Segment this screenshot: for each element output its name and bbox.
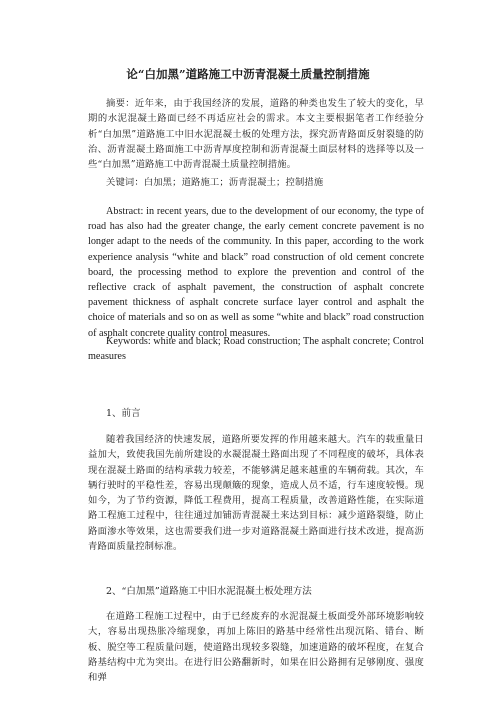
- section-1-heading: 1、前言: [106, 408, 141, 419]
- section-2-body: 在道路工程施工过程中，由于已经废弃的水泥混凝土板面受外部环境影响较大，容易出现热胀冷缩现象，再加上陈旧的路基中经常性出现沉陷、错台、断板、脱空等工程质量问题，使道路出现较多裂缝，加速道路的破坏程度，在复合路基结构中尤为突出。在进行旧公路翻新时，如果在旧公路拥有足够刚度、强度和弹: [88, 611, 424, 684]
- section-2-heading: 2、“白加黑”道路施工中旧水泥混凝土板处理方法: [106, 586, 312, 597]
- section-1-body: 随着我国经济的快速发展，道路所要发挥的作用越来越大。汽车的载重量日益加大，致使我国先前所建设的水凝混凝土路面出现了不同程度的破坏，具体表现在混凝土路面的结构承载力较差，不能够满足越来越重的车辆荷载。其次，车辆行驶时的平稳性差，容易出现颠簸的现象，造成人员不适，行车速度较慢。现如今，为了节约资源，降低工程费用，提高工程质量，改善道路性能，在实际道路工程施工过程中，往往通过加铺沥青混凝土来达到目标：减少道路裂缝，防止路面渗水等效果，这也需要我们进一步对道路混凝土路面进行技术改进，提高沥青路面质量控制标准。: [88, 434, 424, 553]
- paper-title: 论“白加黑”道路施工中沥青混凝土质量控制措施: [126, 67, 370, 81]
- abstract-chinese: 摘要：近年来，由于我国经济的发展，道路的种类也发生了较大的变化，早期的水泥混凝土路面已经不再适应社会的需求。本文主要根据笔者工作经验分析“白加黑”道路施工中旧水泥混凝土板的处理方法，探究沥青路面反射裂缝的防治、沥青混凝土路面施工中沥青厚度控制和沥青混凝土面层材料的选择等以及一些“白加黑”道路施工中沥青混凝土质量控制措施。: [88, 98, 424, 171]
- abstract-english: Abstract: in recent years, due to the development of our economy, the type of road has also had the greater change, the early cement concrete pavement is no longer adapt to the needs of the community. In this paper, according to the work experience analysis “white and black” road construction of old cement concrete board, the processing method to explore the prevention and control of the reflective crack of asphalt pavement, the construction of asphalt concrete pavement thickness of asphalt concrete surface layer control and asphalt the choice of materials and so on as well as some “white and black” road construction of asphalt concrete quality control measures.: [88, 206, 424, 339]
- keywords-english: Keywords: white and black; Road construction; The asphalt concrete; Control measures: [88, 336, 424, 363]
- keywords-chinese: 关键词：白加黑；道路施工；沥青混凝土；控制措施: [106, 177, 324, 188]
